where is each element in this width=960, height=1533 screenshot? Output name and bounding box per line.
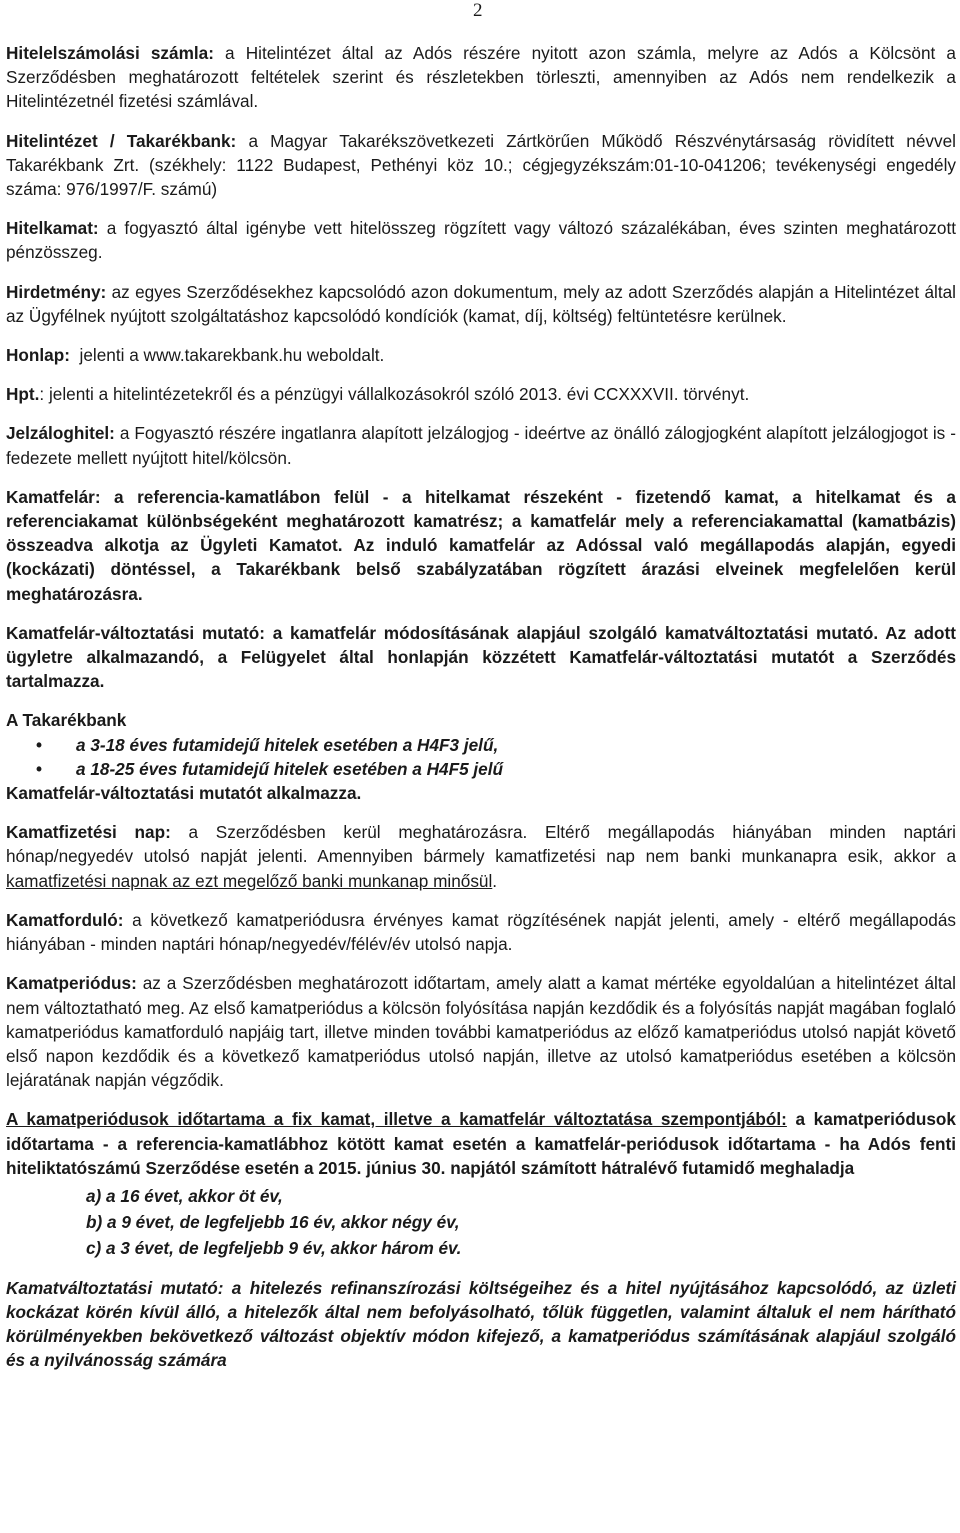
definition-kamatfordulo [6, 908, 956, 956]
definition-hirdetmeny [6, 280, 956, 328]
document-body [6, 41, 956, 1387]
term: Honlap: [6, 345, 70, 366]
list-item: c) a 3 évet, de legfeljebb 9 év, akkor három év. [86, 1238, 462, 1259]
underlined-text: kamatfizetési napnak az ezt megelőző banki munkanap minősül [6, 870, 493, 891]
definition-text: . [492, 870, 498, 891]
definition-text: a következő kamatperiódusra érvényes kamat rögzítésének napját jelenti, amely - eltérő megállapodás hiányában - minden naptári hónap/negyedév/félév/év utolsó napja. [6, 909, 956, 955]
definition-kamatfelar-valtoztatasi-mutato: Kamatfelár-változtatási mutató: a kamatfelár módosításának alapjául szolgáló kamatváltoztatási mutató. Az adott ügyletre alkalmazandó, a Felügyelet által honlapján közzétett Kamatfelár-változtatási mutatót a Szerződés tartalmazza. [6, 622, 956, 692]
definition-honlap [6, 343, 956, 367]
list-item: • a 3-18 éves futamidejű hitelek esetében a H4F3 jelű, [6, 733, 956, 757]
bullet-icon: • [36, 758, 43, 779]
definition-text: a Szerződésben kerül meghatározásra. Eltérő megállapodás hiányában minden naptári hónap/negyedév utolsó napját jelenti. Amennyiben bármely kamatfizetési nap nem banki munkanapra esik, akkor a [6, 822, 957, 867]
definition-kamatvaltoztatasi-mutato: Kamatváltoztatási mutató: a hitelezés refinanszírozási költségeihez és a hitel nyújtásához kapcsolódó, az üzleti kockázat körén kívül álló, a hitelezők által nem befolyásolható, tőlük független, valamint általuk el nem hárítható körülményekben bekövetkező változást objektív módon kifejező, a kamatperiódus számításának alapjául szolgáló és a nyilvánosság számára [6, 1277, 956, 1371]
block-heading: A Takarékbank [6, 710, 127, 731]
page-number: 2 [473, 0, 483, 21]
term: Kamatforduló: [6, 909, 124, 930]
definition-kamatfelar: Kamatfelár: a referencia-kamatlábon felül - a hitelkamat részeként - fizetendő kamat, a hitelkamat és a referenciakamat különbségeként meghatározott kamatrész; a kamatfelár mely a referenciakamattal (kamatbázis) összeadva alkotja az Ügyleti Kamatot. Az induló kamatfelár az Adóssal való megállapodás alapján, egyedi (kockázati) döntéssel, a Takarékbank belső szabályzatában rögzített árazási elveinek megfelelően kerül meghatározásra. [6, 486, 956, 604]
definition-hitelintezet [6, 129, 956, 202]
definition-text: weboldalt. [302, 345, 385, 366]
definition-kamatperiodusok-idotartama [6, 1107, 956, 1180]
definition-text: jelenti a [69, 345, 144, 366]
duration-list [6, 1184, 956, 1261]
term: Kamatperiódus: [6, 973, 137, 994]
underlined-text: A kamatperiódusok időtartama a fix kamat, illetve a kamatfelár változtatása szempontjából: [6, 1109, 787, 1130]
definition-kamatfizetesi-nap [6, 820, 956, 893]
list-item: b) a 9 évet, de legfeljebb 16 év, akkor négy év, [86, 1212, 460, 1233]
definition-hitelelszamolasi-szamla [6, 41, 956, 114]
definition-text: : jelenti a hitelintézetekről és a pénzügyi vállalkozásokról szóló 2013. évi CCXXXVII. törvényt. [39, 384, 750, 405]
definition-text: a Magyar Takarékszövetkezeti Zártkörűen Működő Részvénytársaság rövidített névvel Takarékbank Zrt. (székhely: 1122 Budapest, Pethényi köz 10.; cégjegyzékszám:01-10-041206; tevékenységi engedély száma: 976/1997/F. számú) [6, 130, 956, 200]
definition-text: az egyes Szerződésekhez kapcsolódó azon dokumentum, mely az adott Szerződés alapján a Hitelintézet által az Ügyfélnek nyújtott szolgáltatáshoz kapcsolódó kondíciók (kamat, díj, költség) feltüntetésre kerülnek. [6, 281, 956, 326]
definition-jelzaloghitel [6, 421, 956, 469]
definition-hpt [6, 382, 956, 406]
bullet-icon: • [36, 734, 43, 755]
list-item: a) a 16 évet, akkor öt év, [86, 1185, 283, 1206]
takarekbank-mutato-block [6, 708, 956, 805]
bullet-list [6, 733, 956, 781]
term: Jelzáloghitel: [6, 423, 115, 444]
term: Hitelintézet / Takarékbank: [6, 130, 237, 151]
definition-text: a fogyasztó által igénybe vett hitelösszeg rögzített vagy változó százalékában, éves szinten meghatározott pénzösszeg. [6, 218, 956, 263]
term: Hitelelszámolási számla: [6, 43, 214, 63]
block-closing: Kamatfelár-változtatási mutatót alkalmazza. [6, 783, 362, 804]
definition-hitelkamat [6, 216, 956, 264]
term: Kamatfizetési nap: [6, 822, 171, 843]
term: Hpt. [6, 384, 40, 405]
definition-text: a Fogyasztó részére ingatlanra alapított jelzálogjog - ideértve az önálló zálogjogként alapított jelzálogjogot is - fedezete mellett nyújtott hitel/kölcsön. [6, 423, 956, 468]
definition-text: az a Szerződésben meghatározott időtartam, amely alatt a kamat mértéke egyoldalúan a hitelintézet által nem változtatható meg. Az első kamatperiódus a kölcsön folyósítása napján kezdődik és a folyósítás napját magában foglaló kamatperiódus kamatforduló napjáig tart, illetve minden további kamatperiódus az előző kamatperiódus utolsó napját követő első napon kezdődik és a következő kamatperiódus utolsó napján, illetve az utolsó kamatperiódus esetében a kölcsön lejáratának napján végződik. [6, 973, 956, 1091]
term: Hirdetmény: [6, 281, 107, 302]
website-link[interactable]: www.takarekbank.hu [143, 345, 303, 366]
definition-text: a kamatperiódusok időtartama - a referencia-kamatlábhoz kötött kamat esetén a kamatfelár-periódusok időtartama - ha Adós fenti hiteliktatószámú Szerződése esetén a 2015. június 30. napjától számított hátralévő futamidő meghaladja [6, 1109, 956, 1178]
definition-kamatperiodus [6, 971, 956, 1092]
definition-text: a Hitelintézet által az Adós részére nyitott azon számla, melyre az Adós a Kölcsönt a Szerződésben meghatározott feltételek szerint és részletekben törleszti, amennyiben az Adós nem rendelkezik a Hitelintézetnél fizetési számlával. [6, 43, 956, 112]
term: Hitelkamat: [6, 218, 99, 239]
list-item: • a 18-25 éves futamidejű hitelek esetében a H4F5 jelű [6, 757, 956, 781]
